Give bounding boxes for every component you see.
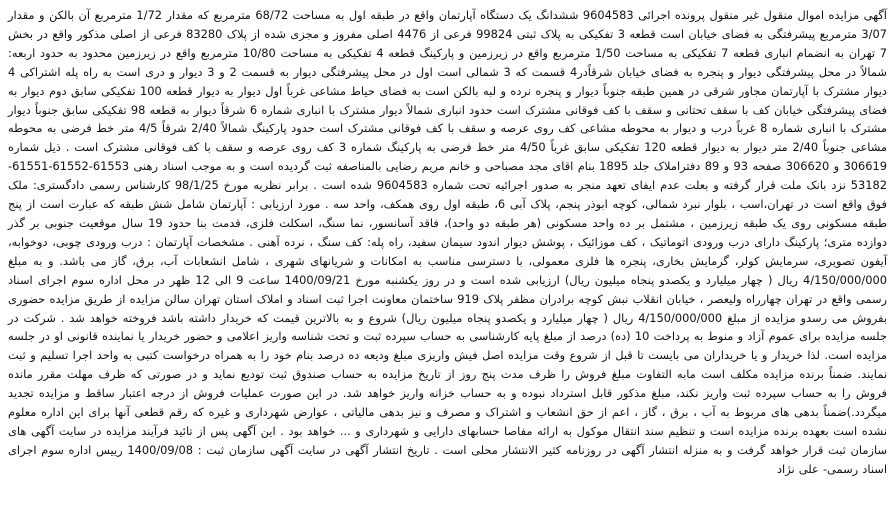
auction-notice-text: آگهی مزایده اموال منقول غیر منقول پرونده اجرائی 9604583 ششدانگ یک دستگاه آپارتمان واقع در طبقه اول به مساحت 68/72 مترمربع که مقدار 1/72 مترمربع آن بالکن و مقدار 3/07 مترمربع پیشرفتگی به فضای خیابان است قطعه 3 تفکیکی به پلاک ثبتی 99824 فرعی از 4476 اصلی مفروز و مجزی شده از پلاک 83280 فرعی از اصلی مذکور واقع در بخش 7 تهران به انضمام انباری قطعه 7 تفکیکی به مساحت 1/50 مترمربع واقع در زیرزمین و پارکینگ قطعه 4 تفکیکی به مساحت 10/80 مترمربع واقع در زیرزمین محدود به حدود اربعه: شمالاً در محل پیشرفتگی دیوار و پنجره به فضای خیابان شرقاًدر4 قسمت که 3 شمالی است اول در محل پیشرفتگی دیوار به قسمت 2 و 3 دیوار و دری است به راه پله اشتراکی 4 دیوار مشترک با آپارتمان مجاور شرقی در همین طبقه جنوباً دیوار و پنجره نرده و لبه بالکن است به فضای حیاط مشاعی غرباً اول دیوار به دیوار قطعه 100 تفکیکی سابق دوم دیوار به فضای پیشرفتگی خیابان کف با سقف تحتانی و سقف با کف فوقانی مشترک است حدود انباری شمالاً دیوار مشترک با انباری شماره 6 شرقاً دیوار به قطعه 98 تفکیکی سابق جنوباً دیوار مشترک با انباری شماره 8 غرباً درب و دیوار به محوطه مشاعی کف روی عرصه و سقف با کف فوقانی مشترک است حدود پارکینگ شمالاً 2/40 شرقاً 4/5 متر خط فرضی به محوطه مشاعی جنوباً 2/40 متر دیوار به دیوار قطعه 120 تفکیکی سابق غرباً 4/50 متر خط فرضی به پارکینگ شماره 3 کف روی عرصه و سقف با کف فوقانی مشترک است . ذیل شماره 306619 و 306620 صفحه 93 و 89 دفتراملاک جلد 1895 بنام اقای مجد مصباحی و خانم مریم رضایی بالمناصفه ثبت گردیده است و به موجب اسناد رهنی 61553-61552-61551-53182 نزد بانک ملت قرار گرفته و بعلت عدم ایفای تعهد منجر به صدور اجرائیه تحت شماره 9604583 شده است . برابر نظریه مورخ 98/1/25 کارشناس رسمی دادگستری: ملک فوق واقع است در تهران،اسب ، بلوار نبرد شمالی، کوچه ابوذر پنجم، پلاک آبی 6، طبقه اول روی همکف، واحد سه . مورد ارزیابی : آپارتمان شامل شش طبقه که عبارت است از پنج طبقه مسکونی روی یک طبقه زیرزمین ، مشتمل بر ده واحد مسکونی (هر طبقه دو واحد)، فاقد آسانسور، نما سنگ، اسکلت فلزی، قدمت بنا حدود 19 سال موقعیت جنوبی بر گذر دوازده متری؛ پارکینگ دارای درب ورودی اتوماتیک ، کف موزائیک ، پوشش دیوار اندود سیمان سفید، راه پله: کف سنگ ، نرده آهنی . مشخصات آپارتمان : درب ورودی چوبی، دوخوابه، آیفون تصویری، سرمایش کولر، گرمایش بخاری، پنجره ها فلزی معمولی، با دسترسی مناسب به امکانات و شریانهای شهری ، شامل انشعابات آب، برق، گاز می باشد. و به مبلغ 4/150/000/000 ریال ( چهار میلیارد و یکصدو پنجاه میلیون ریال) ارزیابی شده است و در روز یکشنبه مورخ 1400/09/21 ساعت 9 الی 12 ظهر در محل اداره سوم اجرای اسناد رسمی واقع در تهران چهارراه ولیعصر ، خیابان انقلاب نبش کوچه برادران مظفر پلاک 919 ساختمان معاونت اجرا ثبت اسناد و املاک استان تهران سالن مزایده از طریق مزایده حضوری بفروش می رسدو مزایده از مبلغ 4/150/000/000 ریال ( چهار میلیارد و یکصدو پنجاه میلیون ریال) شروع و به بالاترین قیمت که خریدار داشته باشد فروخته خواهد شد . شرکت در جلسه مزایده برای عموم آزاد و منوط به پرداخت 10 (ده) درصد از مبلغ پایه کارشناسی به حساب سپرده ثبت و تحت شناسه واریز اعلامی و حضور خریدار یا نماینده قانونی او در جلسه مزایده است. لذا خریدار و یا خریداران می بایست تا قبل از شروع وقت مزایده اصل فیش واریزی مبلغ ودیعه ده درصد بنام خود را به همراه درخواست کتبی به واحد اجرا تسلیم و ثبت نمایند. ضمناً برنده مزایده مکلف است مابه التفاوت مبلغ فروش را ظرف مدت پنج روز از تاریخ مزایده به حساب صندوق ثبت تودیع نماید و در صورتی که ظرف مهلت مقرر مانده فروش را به حساب سپرده ثبت واریز نکند، مبلغ مذکور قابل استرداد نبوده و به حساب خزانه واریز خواهد شد. در این صورت عملیات فروش از درجه اعتبار ساقط و مزایده تجدید میگردد.)ضمناً بدهی های مربوط به آب ، برق ، گاز ، اعم از حق انشعاب و اشتراک و مصرف و نیز بدهی مالیاتی ، عوارض شهرداری و غیره که رقم قطعی آنها برای این اداره معلوم نشده است بعهده برنده مزایده است و تنظیم سند انتقال موکول به ارائه مفاصا حسابهای دارایی و شهرداری و ... خواهد بود . این آگهی پس از تائید فرآیند مزایده در سایت آگهی های سازمان ثبت قرار خواهد گرفت و به منزله انتشار آگهی در روزنامه کثیر الانتشار محلی است . تاریخ انتشار آگهی در سایت آگهی سازمان ثبت : 1400/09/08 رییس اداره سوم اجرای اسناد رسمی- علی نژاد (8, 8, 888, 476)
